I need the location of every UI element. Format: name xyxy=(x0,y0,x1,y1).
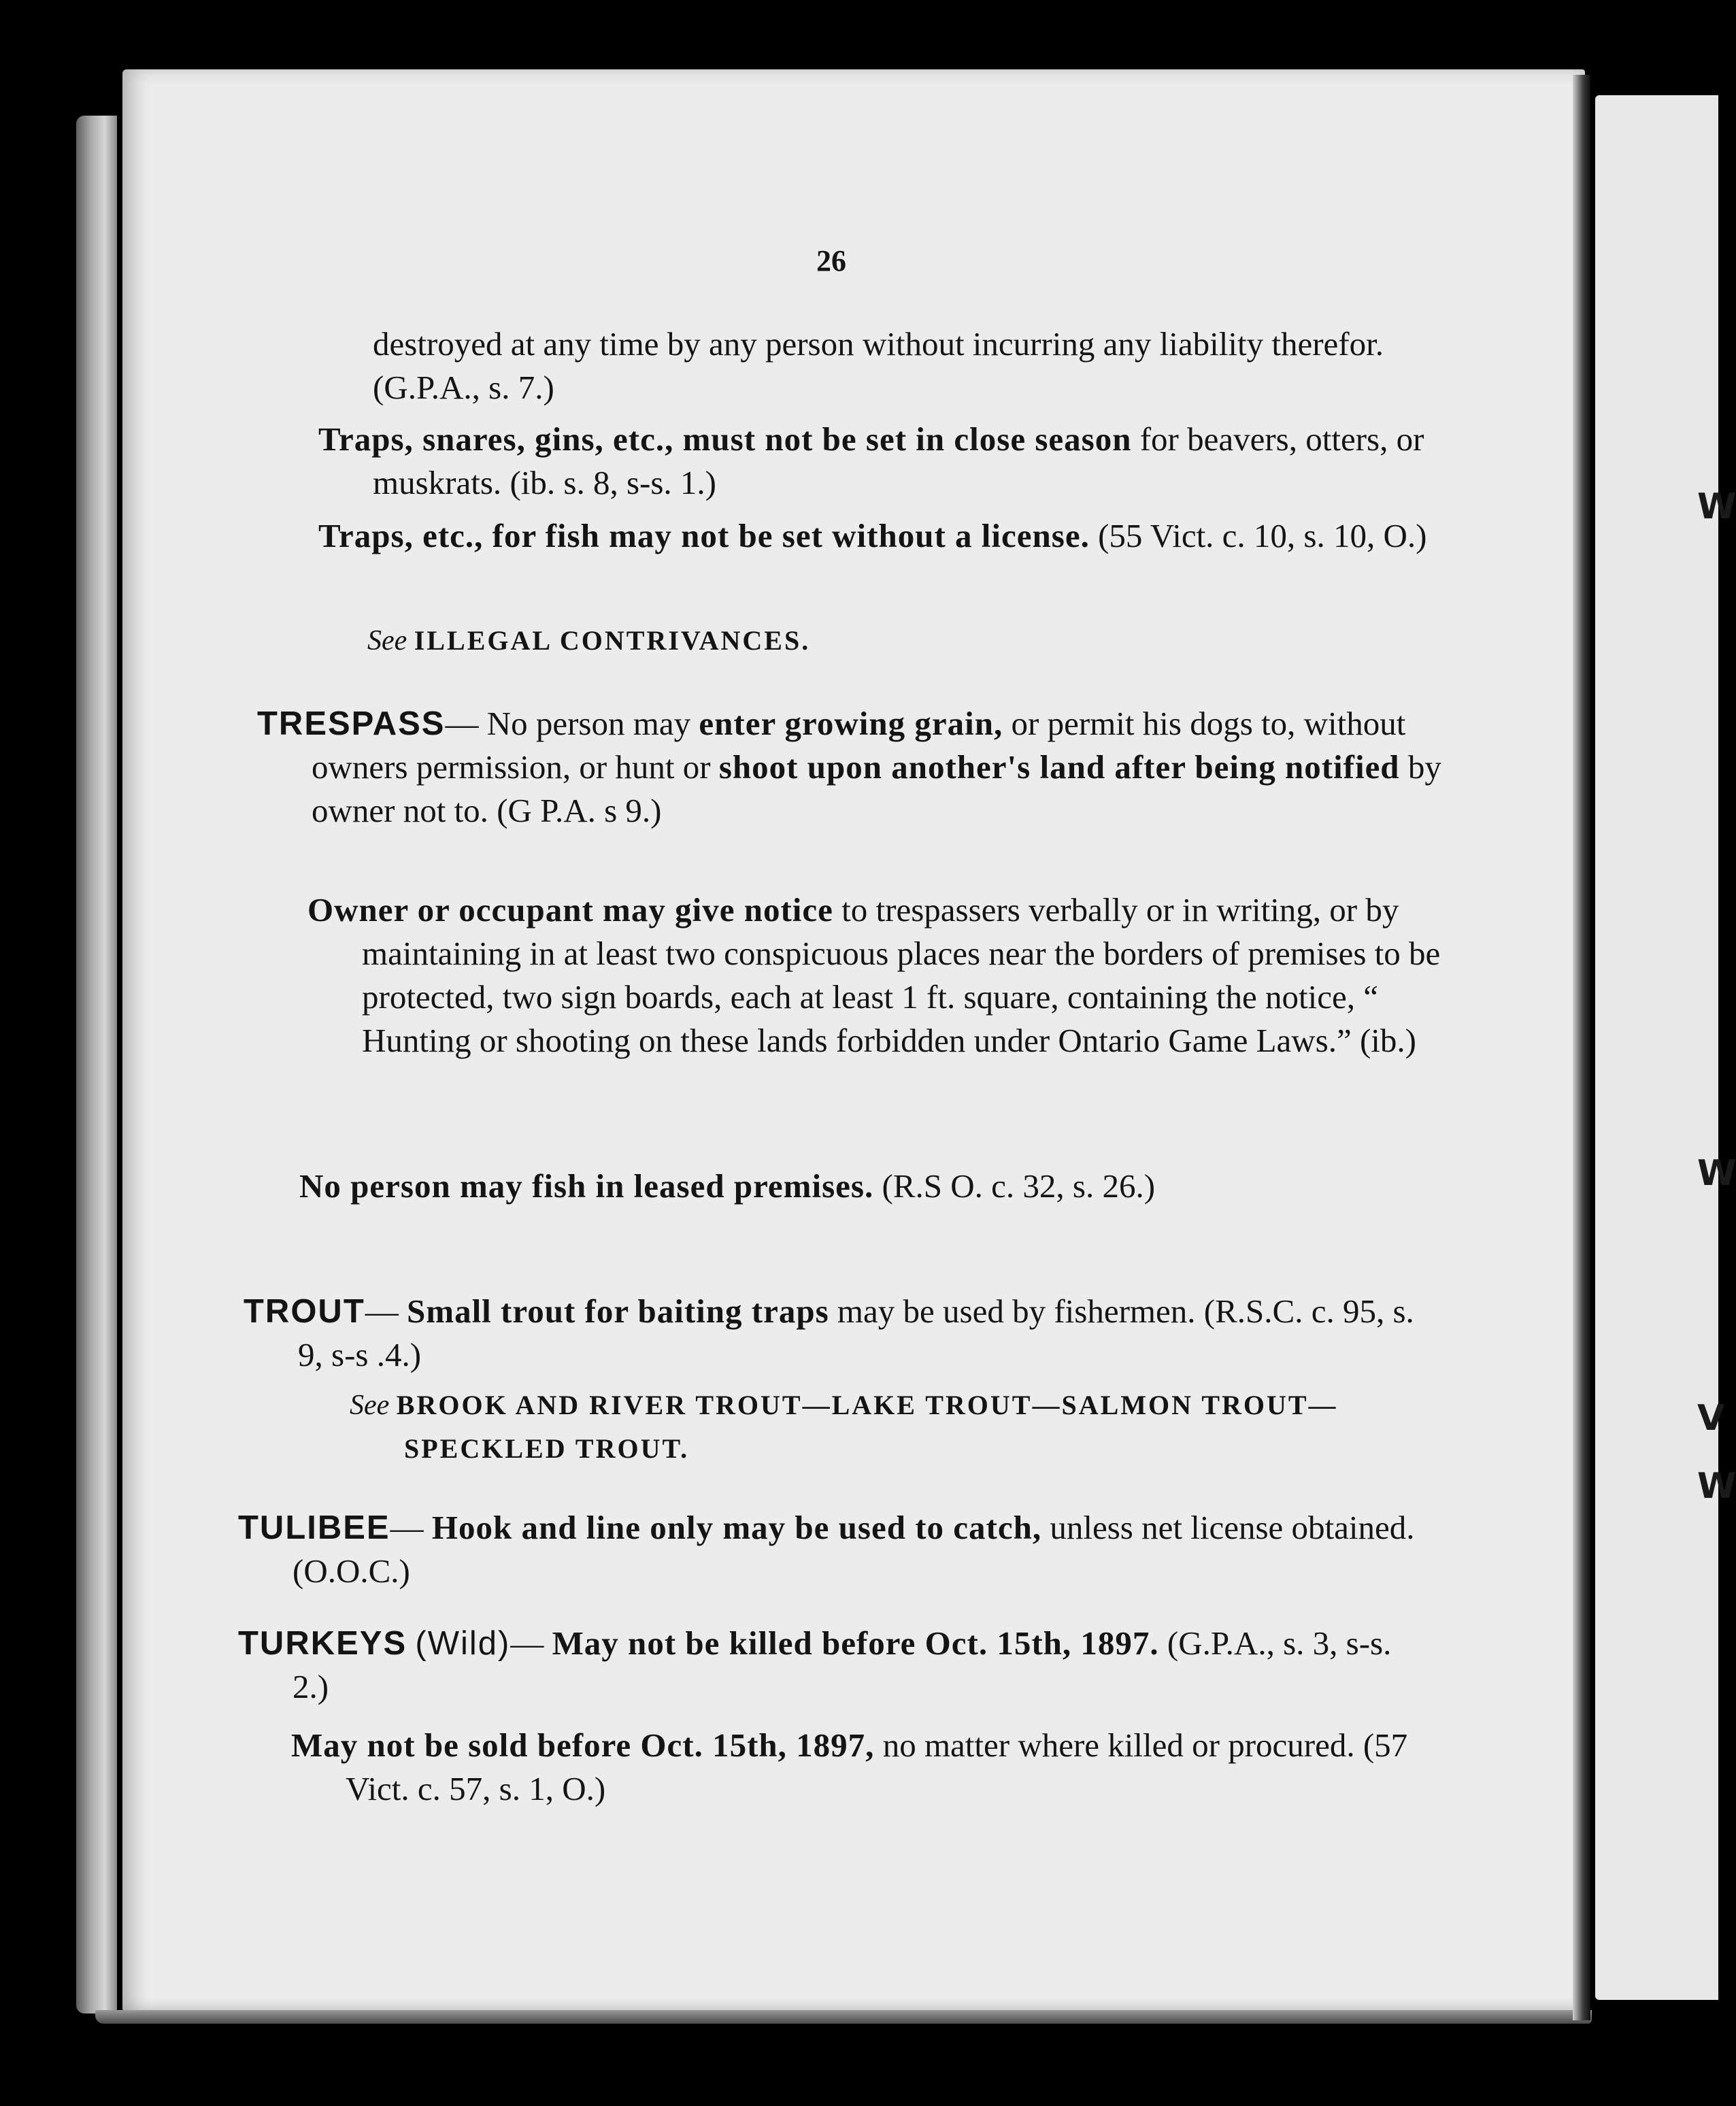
entry-bold-rule: May not be sold before Oct. 15th, 1897, xyxy=(291,1726,875,1764)
next-page-glyph: W xyxy=(1697,486,1736,527)
see-label: See xyxy=(350,1390,390,1421)
entry-reference: (R.S O. c. 32, s. 26.) xyxy=(882,1167,1156,1205)
entry-turkeys xyxy=(238,1622,1435,1709)
entry-reference: (R.S.C. c. 95, s. 9, s-s .4.) xyxy=(298,1292,1414,1373)
entry-text: to trespassers verbally or in writing, or by maintaining in at least two conspicuous places near the borders of premises to be protected, two sign boards, each at least 1 ft. square, containing the notice, “ Hunting or shooting on these lands forbidden under Ontario Game Laws.” xyxy=(362,891,1441,1059)
entry-reference: (O.O.C.) xyxy=(293,1552,410,1590)
see-also-trout-types xyxy=(350,1384,1438,1471)
entry-traps-fish xyxy=(318,514,1461,558)
book-gutter xyxy=(1573,75,1590,2020)
entry-text: No person may xyxy=(486,705,691,742)
entry-text: may be used by fishermen. xyxy=(837,1292,1196,1330)
entry-reference: (G P.A. s 9.) xyxy=(497,792,662,829)
entry-text: by owner not to. xyxy=(312,748,1441,829)
entry-reference: (ib. s. 8, s-s. 1.) xyxy=(510,464,716,501)
next-page-glyph: V xyxy=(1697,1398,1725,1439)
see-label: See xyxy=(367,625,407,656)
entry-heading: TULIBEE xyxy=(238,1509,390,1546)
continuation-paragraph xyxy=(373,322,1407,410)
entry-heading: TROUT xyxy=(244,1293,365,1330)
entry-bold-rule: Owner or occupant may give notice xyxy=(307,891,833,929)
entry-dash: — xyxy=(390,1509,424,1546)
entry-text: or permit his dogs to, without owners permission, or hunt or xyxy=(312,705,1406,786)
next-page-fragment xyxy=(1595,95,1736,2000)
entry-dash: — xyxy=(510,1624,544,1662)
page-bottom-edge xyxy=(95,2010,1592,2024)
next-page-glyph: W xyxy=(1697,1153,1736,1194)
entry-reference: (57 Vict. c. 57, s. 1, O.) xyxy=(346,1726,1408,1807)
entry-heading: TRESPASS xyxy=(257,705,446,742)
entry-bold-rule: shoot upon another's land after being notified xyxy=(718,748,1400,786)
entry-bold-rule: Hook and line only may be used to catch, xyxy=(431,1509,1042,1546)
entry-tulibee xyxy=(238,1506,1435,1593)
see-target: ILLEGAL CONTRIVANCES. xyxy=(414,625,811,656)
entry-traps-close-season xyxy=(318,418,1461,505)
entry-dash: — xyxy=(365,1292,399,1330)
page-number: 26 xyxy=(816,244,846,278)
entry-reference: (G.P.A., s. 3, s-s. 2.) xyxy=(293,1624,1392,1705)
entry-bold-rule: May not be killed before Oct. 15th, 1897. xyxy=(552,1624,1159,1662)
entry-text: unless net license obtained. xyxy=(1050,1509,1415,1546)
page-edge xyxy=(76,116,117,2013)
entry-bold-rule: enter growing grain, xyxy=(699,705,1003,742)
entry-dash: — xyxy=(445,705,479,742)
entry-bold-rule: Small trout for baiting traps xyxy=(407,1292,829,1330)
entry-reference: (ib.) xyxy=(1359,1022,1416,1059)
entry-bold-rule: Traps, snares, gins, etc., must not be set in close season xyxy=(318,420,1132,458)
entry-text: destroyed at any time by any person without incurring any liability therefor. xyxy=(373,325,1384,363)
next-page-glyph: W xyxy=(1697,1466,1736,1507)
entry-reference: (55 Vict. c. 10, s. 10, O.) xyxy=(1098,517,1427,554)
entry-text: for beavers, otters, or muskrats. xyxy=(373,420,1424,501)
entry-heading-qualifier: (Wild) xyxy=(415,1625,511,1662)
entry-heading: TURKEYS xyxy=(238,1625,407,1662)
entry-trespass xyxy=(257,702,1454,833)
see-also-illegal-contrivances xyxy=(367,619,1422,663)
entry-reference: (G.P.A., s. 7.) xyxy=(373,369,554,406)
see-target: BROOK AND RIVER TROUT—LAKE TROUT—SALMON TROUT—SPECKLED TROUT. xyxy=(396,1390,1338,1464)
entry-text: no matter where killed or procured. xyxy=(882,1726,1355,1764)
entry-leased-premises xyxy=(299,1165,1449,1208)
entry-turkeys-sale xyxy=(291,1724,1441,1811)
entry-trout xyxy=(244,1290,1441,1377)
entry-bold-rule: No person may fish in leased premises. xyxy=(299,1167,874,1205)
entry-bold-rule: Traps, etc., for fish may not be set without a license. xyxy=(318,517,1090,554)
entry-owner-notice xyxy=(307,888,1450,1063)
